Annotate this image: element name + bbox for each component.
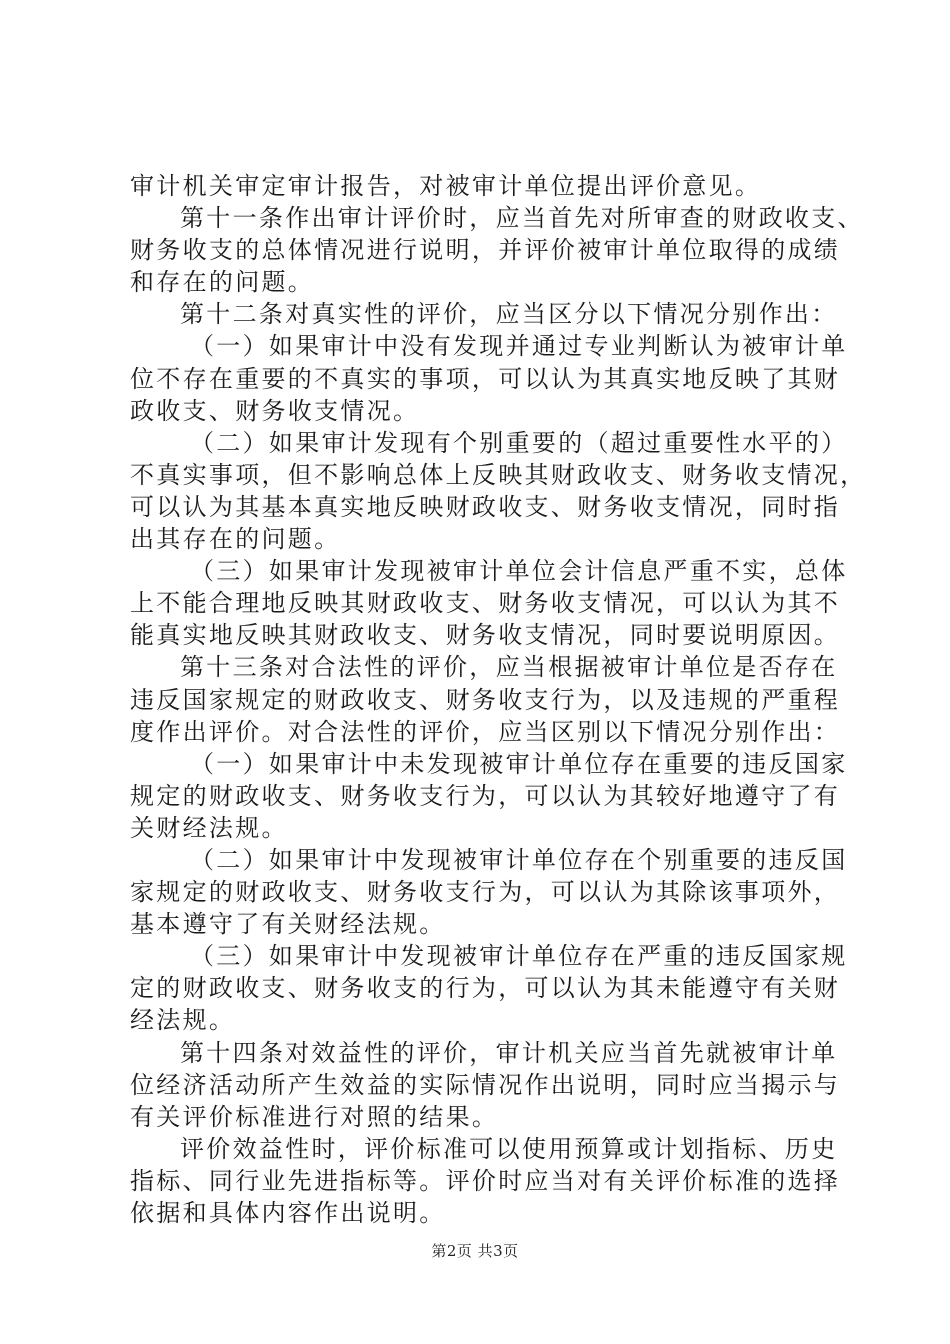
text-line: 不真实事项，但不影响总体上反映其财政收支、财务收支情况， — [130, 460, 867, 489]
text-line: 基本遵守了有关财经法规。 — [130, 910, 446, 939]
text-line: 评价效益性时，评价标准可以使用预算或计划指标、历史 — [180, 1134, 838, 1163]
text-line: 政收支、财务收支情况。 — [130, 396, 420, 425]
text-line: 审计机关审定审计报告，对被审计单位提出评价意见。 — [130, 172, 762, 200]
text-line: 规定的财政收支、财务收支行为，可以认为其较好地遵守了有 — [130, 781, 841, 810]
text-line: （三）如果审计中发现被审计单位存在严重的违反国家规 — [190, 942, 848, 971]
text-line: （一）如果审计中未发现被审计单位存在重要的违反国家 — [190, 749, 848, 778]
text-line: 关财经法规。 — [130, 813, 288, 842]
text-line: 可以认为其基本真实地反映财政收支、财务收支情况，同时指 — [130, 492, 841, 521]
text-line: 指标、同行业先进指标等。评价时应当对有关评价标准的选择 — [130, 1166, 841, 1195]
text-line: 和存在的问题。 — [130, 268, 315, 297]
text-line: 第十四条对效益性的评价，审计机关应当首先就被审计单 — [180, 1038, 838, 1067]
text-line: 出其存在的问题。 — [130, 525, 341, 554]
text-line: 经法规。 — [130, 1006, 236, 1035]
text-line: （二）如果审计中发现被审计单位存在个别重要的违反国 — [190, 845, 848, 874]
text-line: 定的财政收支、财务收支的行为，可以认为其未能遵守有关财 — [130, 974, 841, 1003]
text-line: 第十一条作出审计评价时，应当首先对所审查的财政收支、 — [180, 204, 864, 233]
text-line: 能真实地反映其财政收支、财务收支情况，同时要说明原因。 — [130, 621, 841, 650]
text-line: 第十三条对合法性的评价，应当根据被审计单位是否存在 — [180, 653, 838, 682]
text-line: 违反国家规定的财政收支、财务收支行为，以及违规的严重程 — [130, 685, 841, 714]
text-line: 第十二条对真实性的评价，应当区分以下情况分别作出： — [180, 300, 838, 329]
page-number-footer: 第2页 共3页 — [431, 1242, 519, 1260]
text-line: 有关评价标准进行对照的结果。 — [130, 1102, 499, 1131]
text-line: 位经济活动所产生效益的实际情况作出说明，同时应当揭示与 — [130, 1070, 841, 1099]
document-body — [130, 170, 867, 1229]
text-line: 位不存在重要的不真实的事项，可以认为其真实地反映了其财 — [130, 364, 841, 393]
text-line: 度作出评价。对合法性的评价，应当区别以下情况分别作出： — [130, 717, 841, 746]
text-line: （一）如果审计中没有发现并通过专业判断认为被审计单 — [190, 332, 848, 361]
text-line: 财务收支的总体情况进行说明，并评价被审计单位取得的成绩 — [130, 236, 841, 265]
text-line: 家规定的财政收支、财务收支行为，可以认为其除该事项外， — [130, 878, 841, 907]
text-line: （二）如果审计发现有个别重要的（超过重要性水平的） — [190, 428, 848, 457]
text-line: 上不能合理地反映其财政收支、财务收支情况，可以认为其不 — [130, 589, 841, 618]
text-line: 依据和具体内容作出说明。 — [130, 1199, 446, 1227]
text-line: （三）如果审计发现被审计单位会计信息严重不实，总体 — [190, 557, 848, 586]
